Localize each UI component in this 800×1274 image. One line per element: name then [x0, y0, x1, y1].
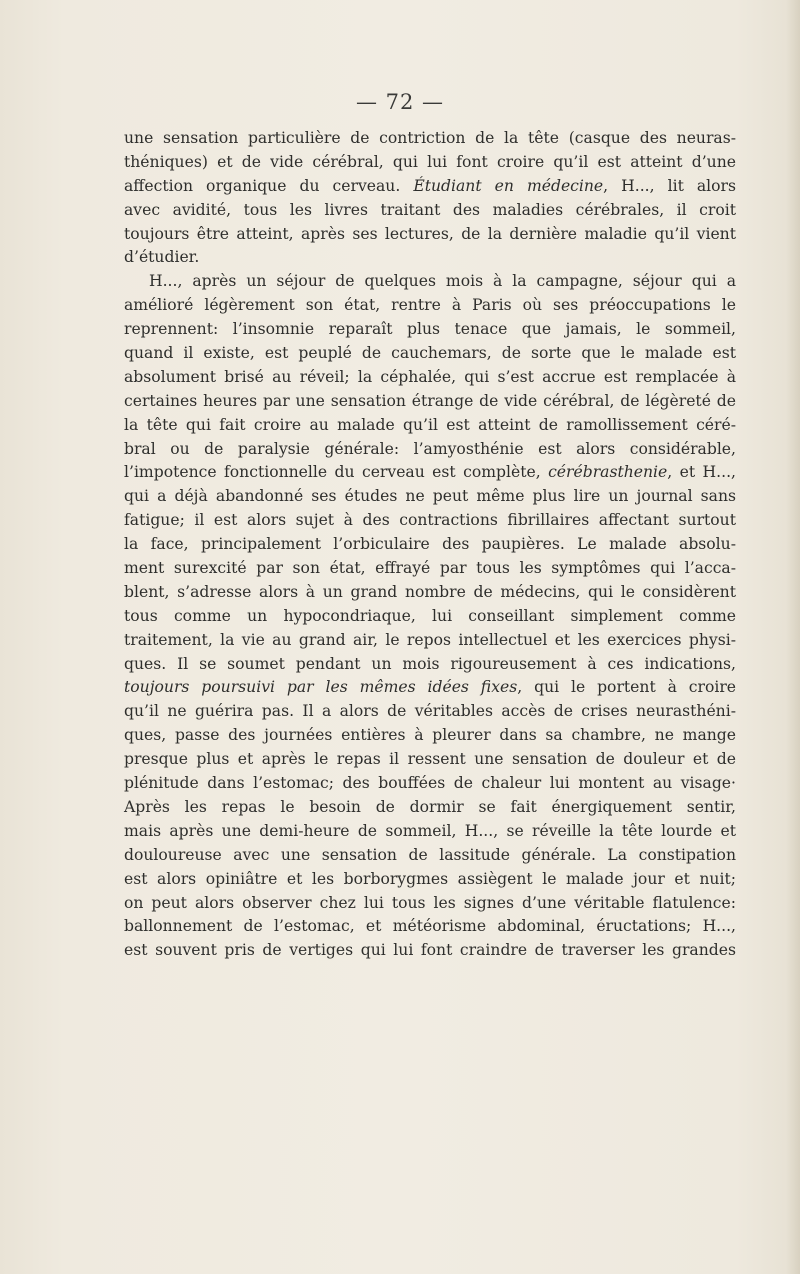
text-line: bral ou de paralysie générale: l’amyosthénie est alors considérable, [124, 439, 736, 458]
text-line: plénitude dans l’estomac; des bouffées de chaleur lui montent au visage· [124, 774, 736, 793]
text-line: Après les repas le besoin de dormir se fait énergiquement sentir, [124, 797, 736, 816]
text-fragment: , qui le portent à croire [517, 678, 737, 697]
italic-fragment: cérébrasthenie [548, 463, 668, 482]
text-line: mais après une demi-heure de sommeil, H..., se réveille la tête lourde et [124, 821, 736, 840]
text-line: toujours être atteint, après ses lectures, de la dernière maladie qu’il vient [124, 224, 736, 243]
text-fragment: l’impotence fonctionnelle du cerveau est complète, [124, 463, 549, 482]
text-line: une sensation particulière de contriction de la tête (casque des neuras- [124, 129, 736, 147]
text-line: qui a déjà abandonné ses études ne peut même plus lire un journal sans [124, 487, 736, 506]
text-line: ment surexcité par son état, effrayé par tous les symptômes qui l’acca- [124, 559, 736, 578]
text-line: H..., après un séjour de quelques mois à la campagne, séjour qui a [149, 272, 736, 291]
text-line: la face, principalement l’orbiculaire des paupières. Le malade absolu- [124, 535, 736, 554]
text-line [124, 461, 736, 485]
text-line: est souvent pris de vertiges qui lui font craindre de traverser les grandes [124, 941, 736, 960]
body-text [124, 127, 736, 963]
text-line: est alors opiniâtre et les borborygmes assiègent le malade jour et nuit; [124, 869, 736, 888]
text-line: douloureuse avec une sensation de lassitude générale. La constipation [124, 845, 736, 864]
italic-fragment: Étudiant en médecine [413, 176, 604, 195]
page-edge-shadow [786, 0, 800, 1274]
text-line: amélioré légèrement son état, rentre à Paris où ses préoccupations le [124, 296, 736, 315]
page-number: — 72 — [355, 90, 445, 114]
text-line: certaines heures par une sensation étrange de vide cérébral, de légèreté de [124, 391, 736, 410]
text-line: avec avidité, tous les livres traitant des maladies cérébrales, il croit [124, 200, 736, 219]
text-line: absolument brisé au réveil; la céphalée, qui s’est accrue est remplacée à [124, 367, 736, 386]
text-line: blent, s’adresse alors à un grand nombre de médecins, qui le considèrent [124, 582, 736, 601]
text-fragment: , H..., lit alors [603, 176, 737, 195]
text-line: ques, passe des journées entières à pleurer dans sa chambre, ne mange [124, 726, 736, 745]
text-line [124, 175, 736, 199]
text-line: reprennent: l’insomnie reparaît plus tenace que jamais, le sommeil, [124, 320, 736, 339]
text-line: fatigue; il est alors sujet à des contractions fibrillaires affectant surtout [124, 511, 736, 530]
text-line: presque plus et après le repas il ressent une sensation de douleur et de [124, 750, 736, 769]
text-fragment: affection organique du cerveau. [124, 176, 414, 195]
text-line: qu’il ne guérira pas. Il a alors de véritables accès de crises neurasthéni- [124, 702, 736, 721]
text-line: la tête qui fait croire au malade qu’il est atteint de ramollissement céré- [124, 415, 736, 434]
text-line: ques. Il se soumet pendant un mois rigoureusement à ces indications, [124, 654, 736, 673]
text-line: d’étudier. [124, 248, 200, 267]
text-line: quand il existe, est peuplé de cauchemars, de sorte que le malade est [124, 344, 736, 363]
text-line: tous comme un hypocondriaque, lui conseillant simplement comme [124, 606, 736, 625]
text-fragment: , et H..., [667, 463, 736, 482]
text-line: on peut alors observer chez lui tous les signes d’une véritable flatulence: [124, 893, 736, 912]
text-line: théniques) et de vide cérébral, qui lui font croire qu’il est atteint d’une [124, 152, 736, 171]
text-line: traitement, la vie au grand air, le repos intellectuel et les exercices physi- [124, 630, 736, 649]
italic-fragment: toujours poursuivi par les mêmes idées fixes [124, 678, 518, 697]
text-line: ballonnement de l’estomac, et météorisme abdominal, éructations; H..., [124, 917, 736, 936]
text-line [124, 676, 736, 700]
